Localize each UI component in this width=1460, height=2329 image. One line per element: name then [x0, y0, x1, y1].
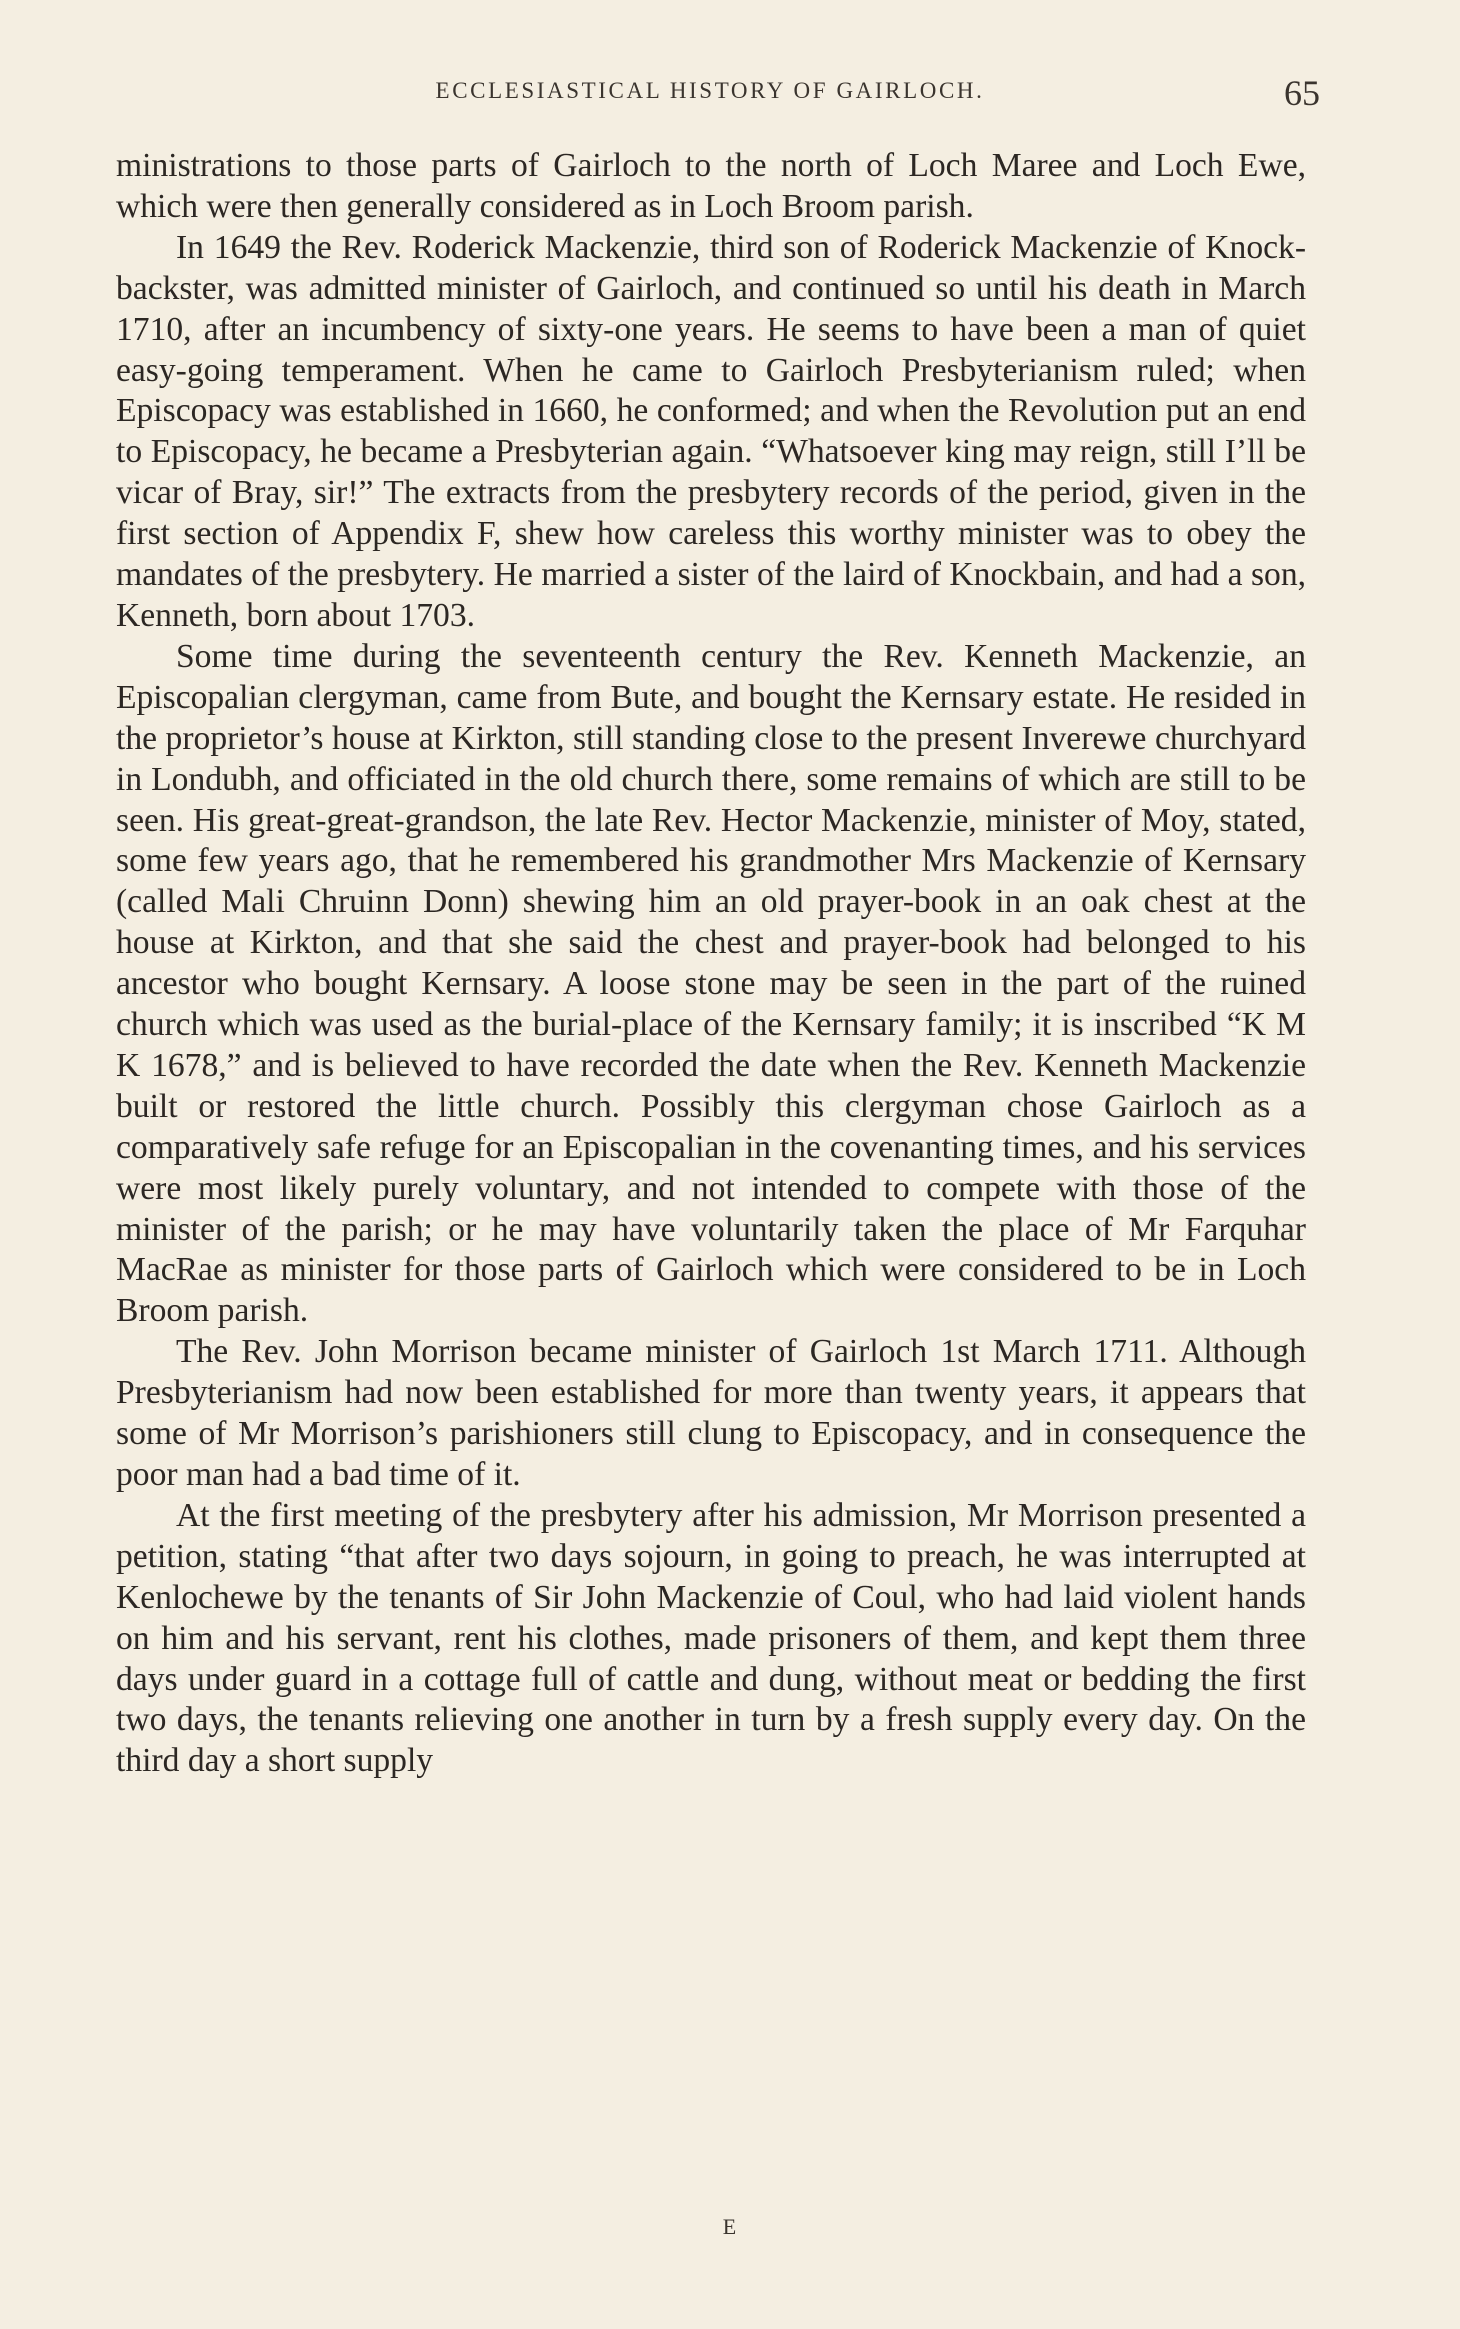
- body-text: [116, 146, 1306, 1782]
- paragraph: The Rev. John Morrison became minister of Gairloch 1st March 1711. Although Presbyterianism had now been established for more than twenty years, it appears that some of Mr Morrison’s parishioners still clung to Episcopacy, and in consequence the poor man had a bad time of it.: [116, 1333, 1306, 1493]
- paragraph: ministrations to those parts of Gairloch to the north of Loch Maree and Loch Ewe, which were then generally considered as in Loch Broom parish.: [116, 147, 1306, 225]
- paragraph: Some time during the seventeenth century the Rev. Kenneth Mackenzie, an Episcopalian clergyman, came from Bute, and bought the Kernsary estate. He resided in the proprietor’s house at Kirkton, still standing close to the present Inverewe churchyard in Londubh, and officiated in the old church there, some remains of which are still to be seen. His great-great-grandson, the late Rev. Hector Mackenzie, minister of Moy, stated, some few years ago, that he remembered his grandmother Mrs Mackenzie of Kernsary (called Mali Chruinn Donn) shewing him an old prayer-book in an oak chest at the house at Kirkton, and that she said the chest and prayer-book had belonged to his ancestor who bought Kernsary. A loose stone may be seen in the part of the ruined church which was used as the burial-place of the Kernsary family; it is inscribed “K M K 1678,” and is believed to have recorded the date when the Rev. Kenneth Mackenzie built or restored the little church. Possibly this clergyman chose Gairloch as a comparatively safe refuge for an Episcopalian in the covenanting times, and his services were most likely purely voluntary, and not intended to compete with those of the minister of the parish; or he may have voluntarily taken the place of Mr Farquhar MacRae as minister for those parts of Gairloch which were considered to be in Loch Broom parish.: [116, 637, 1306, 1330]
- running-title: ECCLESIASTICAL HISTORY OF GAIRLOCH.: [435, 78, 985, 103]
- paragraph: In 1649 the Rev. Roderick Mackenzie, third son of Roderick Mackenzie of Knock-backster, was admitted minister of Gairloch, and continued so until his death in March 1710, after an incumbency of sixty-one years. He seems to have been a man of quiet easy-going temperament. When he came to Gairloch Presbyterianism ruled; when Episcopacy was established in 1660, he conformed; and when the Revolution put an end to Episcopacy, he became a Presbyterian again. “Whatsoever king may reign, still I’ll be vicar of Bray, sir!” The extracts from the presbytery records of the period, given in the first section of Appendix F, shew how careless this worthy minister was to obey the mandates of the presbytery. He married a sister of the laird of Knockbain, and had a son, Kenneth, born about 1703.: [116, 228, 1306, 634]
- running-head: [110, 73, 1320, 114]
- paragraph: At the first meeting of the presbytery after his admission, Mr Morrison presented a petition, stating “that after two days sojourn, in going to preach, he was interrupted at Kenlochewe by the tenants of Sir John Mackenzie of Coul, who had laid violent hands on him and his servant, rent his clothes, made prisoners of them, and kept them three days under guard in a cottage full of cattle and dung, without meat or bedding the first two days, the tenants relieving one another in turn by a fresh supply every day. On the third day a short supply: [116, 1496, 1306, 1780]
- signature-mark: E: [722, 2214, 738, 2239]
- page-number: 65: [1284, 73, 1320, 113]
